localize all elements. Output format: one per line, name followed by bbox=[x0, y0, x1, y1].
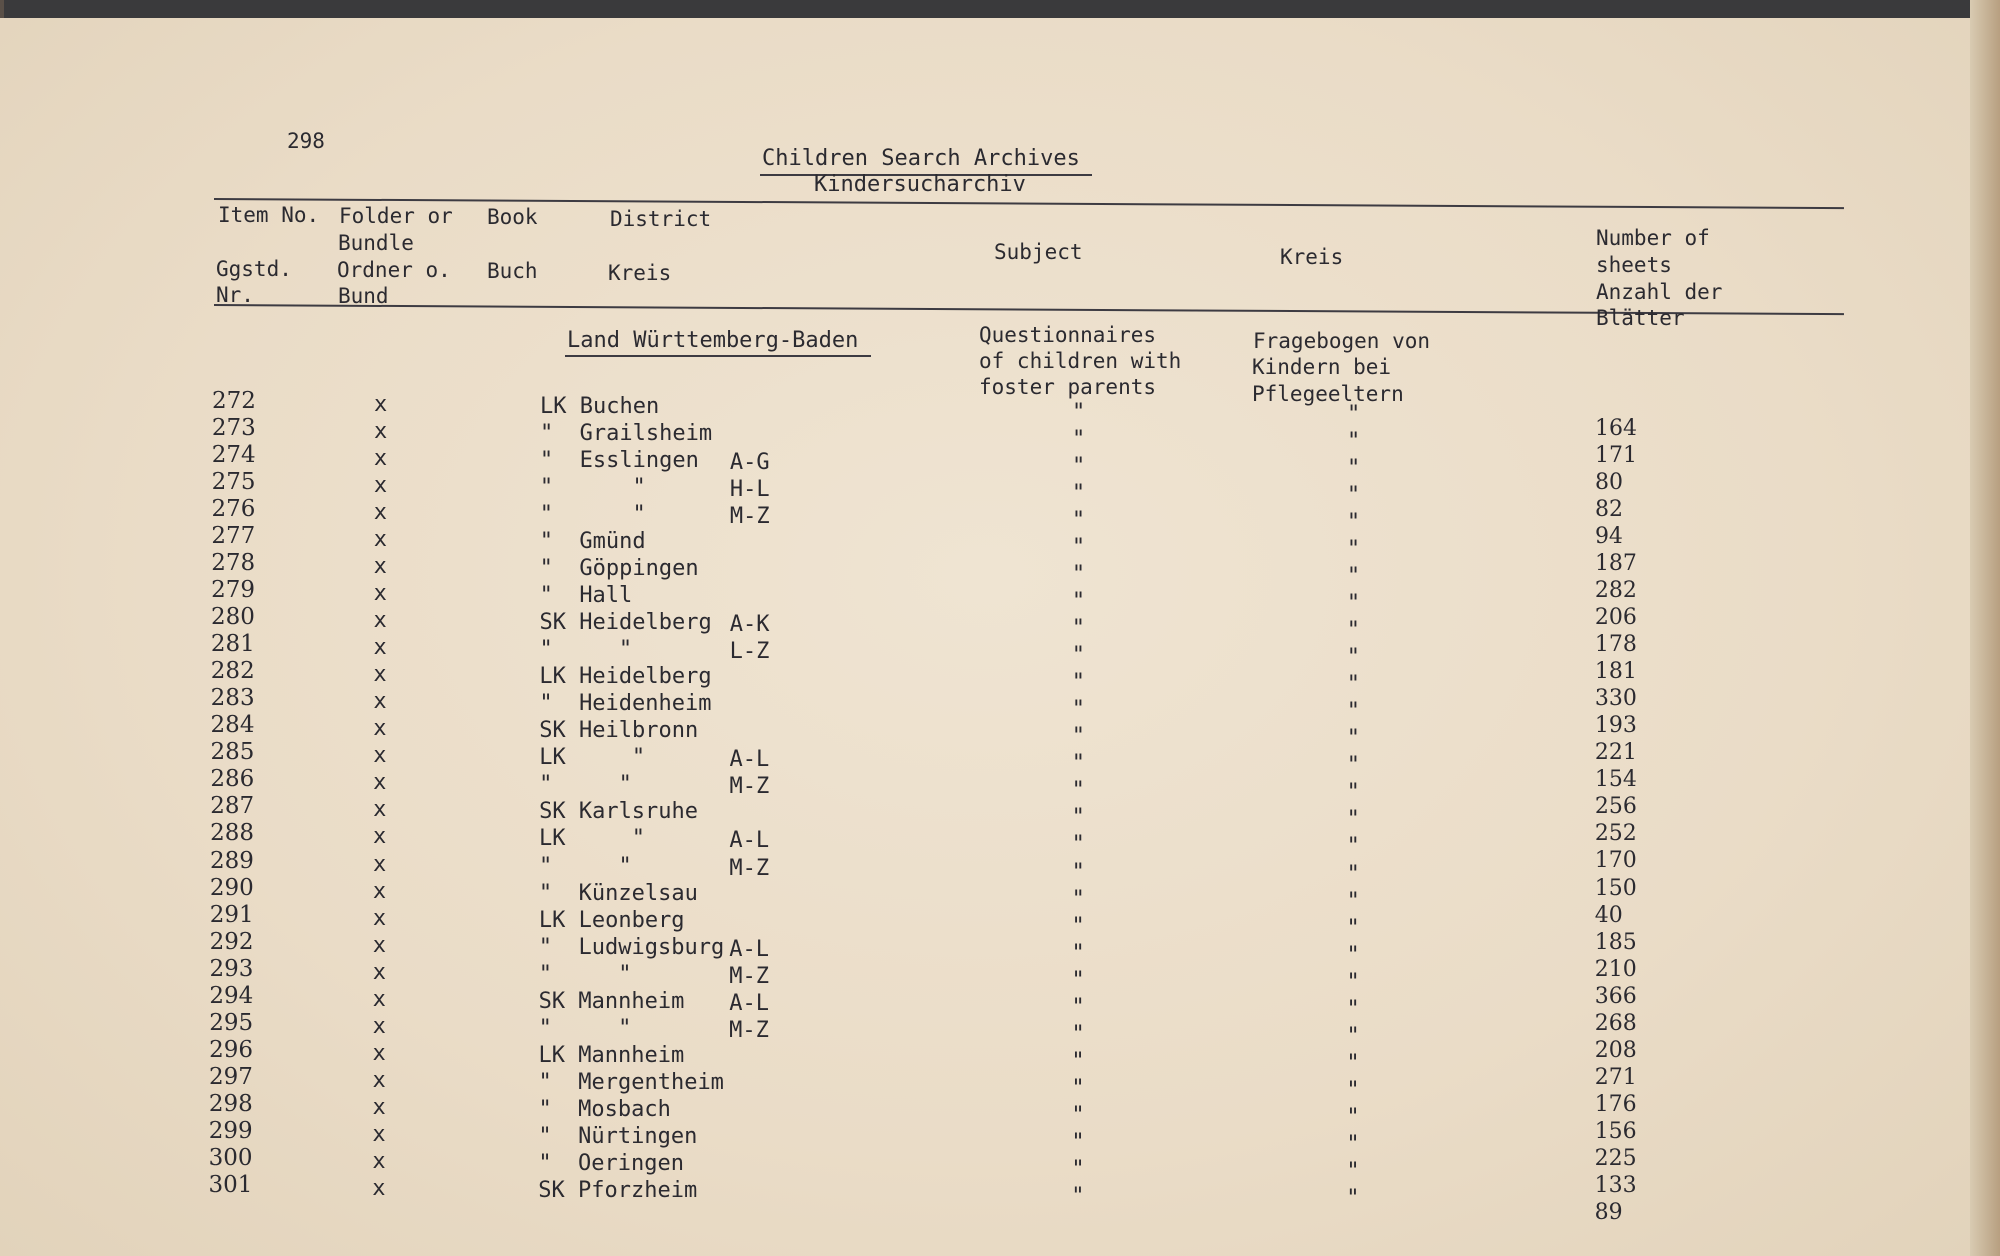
kreis-ditto: " bbox=[1346, 1185, 1360, 1211]
subject-ditto: " bbox=[1071, 481, 1086, 507]
kreis-ditto: " bbox=[1346, 807, 1360, 833]
kreis-ditto: " bbox=[1346, 537, 1361, 563]
folder-mark: x bbox=[373, 581, 387, 607]
district-name: LK Buchen bbox=[540, 394, 660, 419]
subject-ditto: " bbox=[1071, 805, 1085, 831]
subject-ditto: " bbox=[1071, 589, 1086, 615]
folder-mark: x bbox=[372, 932, 387, 958]
kreis-ditto: " bbox=[1346, 564, 1361, 590]
kreis-ditto: " bbox=[1346, 753, 1360, 779]
item-number: 276 bbox=[211, 496, 256, 523]
sheet-count: 208 bbox=[1594, 1037, 1637, 1063]
subject-en-1: Questionnaires bbox=[979, 323, 1157, 347]
kreis-ditto: " bbox=[1346, 672, 1360, 698]
district-name: LK Heidelberg bbox=[539, 664, 712, 690]
folder-mark: x bbox=[372, 1175, 386, 1201]
item-number: 296 bbox=[209, 1036, 254, 1063]
header-top-rule bbox=[214, 198, 1844, 209]
item-number: 297 bbox=[209, 1063, 253, 1090]
district-name: SK Pforzheim bbox=[538, 1177, 698, 1203]
folder-mark: x bbox=[372, 851, 387, 877]
district-name: " Mergentheim bbox=[538, 1069, 724, 1095]
item-number: 286 bbox=[210, 766, 255, 793]
subject-ditto: " bbox=[1071, 1048, 1085, 1074]
alphabet-range: L-Z bbox=[729, 639, 770, 665]
sheet-count: 193 bbox=[1594, 713, 1637, 739]
subject-ditto: " bbox=[1071, 832, 1085, 858]
kreis-ditto: " bbox=[1346, 510, 1361, 536]
alphabet-range: A-L bbox=[729, 828, 770, 854]
item-number: 277 bbox=[211, 523, 256, 550]
item-number: 293 bbox=[209, 955, 254, 982]
col-nr: Nr. bbox=[216, 283, 254, 307]
subject-ditto: " bbox=[1071, 562, 1086, 588]
folder-mark: x bbox=[374, 392, 388, 417]
sheet-count: 221 bbox=[1594, 740, 1637, 766]
item-number: 299 bbox=[208, 1117, 253, 1144]
subject-ditto: " bbox=[1071, 508, 1086, 534]
kreis-ditto: " bbox=[1346, 1158, 1360, 1184]
subject-en-2: of children with bbox=[979, 349, 1182, 373]
subject-ditto: " bbox=[1071, 535, 1086, 561]
subject-ditto: " bbox=[1071, 886, 1085, 912]
item-number: 274 bbox=[211, 442, 256, 469]
item-number: 300 bbox=[208, 1144, 253, 1171]
subject-ditto: " bbox=[1071, 859, 1085, 885]
sheet-count: 366 bbox=[1594, 983, 1637, 1009]
subject-ditto: " bbox=[1071, 1183, 1085, 1209]
kreis-ditto: " bbox=[1346, 1050, 1360, 1076]
kreis-ditto: " bbox=[1346, 1023, 1360, 1049]
subject-ditto: " bbox=[1071, 967, 1085, 993]
district-name: " " bbox=[538, 853, 632, 879]
item-number: 301 bbox=[208, 1171, 253, 1198]
subject-ditto: " bbox=[1071, 994, 1085, 1020]
item-number: 288 bbox=[210, 820, 254, 847]
district-name: LK Mannheim bbox=[538, 1042, 685, 1068]
district-name: " Gmünd bbox=[539, 529, 646, 555]
subject-de-2: Kindern bei bbox=[1252, 355, 1392, 379]
subject-ditto: " bbox=[1071, 1129, 1085, 1155]
item-number: 275 bbox=[211, 469, 256, 496]
district-name: " Nürtingen bbox=[538, 1123, 698, 1149]
sheet-count: 150 bbox=[1594, 875, 1637, 901]
sheet-count: 210 bbox=[1594, 956, 1637, 982]
col-item-no: Item No. bbox=[218, 203, 320, 227]
district-name: " " bbox=[539, 502, 646, 528]
district-name: " " bbox=[539, 772, 632, 798]
sheet-count: 133 bbox=[1594, 1172, 1637, 1198]
alphabet-range: A-K bbox=[729, 612, 770, 638]
scan-right-edge bbox=[1970, 0, 2000, 1256]
district-name: " Ludwigsburg bbox=[538, 934, 725, 960]
folder-mark: x bbox=[372, 986, 386, 1012]
subject-ditto: " bbox=[1071, 697, 1085, 723]
kreis-ditto: " bbox=[1346, 780, 1360, 806]
sheet-count: 176 bbox=[1594, 1091, 1637, 1117]
folder-mark: x bbox=[372, 1067, 386, 1093]
folder-mark: x bbox=[373, 446, 388, 472]
kreis-ditto: " bbox=[1347, 402, 1361, 427]
alphabet-range: A-L bbox=[729, 990, 769, 1016]
kreis-ditto: " bbox=[1346, 483, 1361, 509]
sheet-count: 178 bbox=[1594, 632, 1637, 658]
kreis-ditto: " bbox=[1346, 456, 1361, 482]
folder-mark: x bbox=[373, 824, 387, 850]
col-sheets-1: Number of bbox=[1596, 226, 1710, 250]
alphabet-range: M-Z bbox=[729, 963, 769, 989]
item-number: 289 bbox=[209, 847, 254, 874]
item-number: 278 bbox=[211, 550, 256, 577]
document-title: Children Search Archives bbox=[762, 146, 1080, 171]
folder-mark: x bbox=[373, 797, 387, 823]
col-sheets-2: sheets bbox=[1596, 253, 1672, 277]
item-number: 273 bbox=[211, 415, 256, 442]
district-name: LK " bbox=[539, 826, 645, 852]
kreis-ditto: " bbox=[1346, 861, 1360, 887]
alphabet-range: H-L bbox=[729, 477, 770, 503]
district-name: " " bbox=[538, 1015, 632, 1041]
col-sheets-3: Anzahl der bbox=[1596, 280, 1723, 304]
district-name: " Oeringen bbox=[538, 1150, 685, 1176]
folder-mark: x bbox=[373, 419, 388, 445]
district-name: SK Heilbronn bbox=[539, 718, 699, 744]
section-heading-underline bbox=[565, 355, 871, 357]
item-number: 280 bbox=[211, 604, 255, 631]
col-district: District bbox=[610, 207, 712, 231]
sheet-count: 40 bbox=[1594, 902, 1623, 928]
subject-en-3: foster parents bbox=[979, 375, 1157, 399]
folder-mark: x bbox=[372, 1121, 386, 1147]
sheet-count: 256 bbox=[1594, 794, 1637, 820]
folder-mark: x bbox=[372, 1094, 386, 1120]
sheet-count: 156 bbox=[1594, 1118, 1637, 1144]
subject-de-1: Fragebogen von bbox=[1253, 329, 1431, 353]
district-name: " Grailsheim bbox=[539, 421, 713, 447]
district-name: " " bbox=[539, 637, 633, 663]
folder-mark: x bbox=[372, 878, 387, 904]
kreis-ditto: " bbox=[1346, 996, 1360, 1022]
subject-ditto: " bbox=[1071, 778, 1085, 804]
folder-mark: x bbox=[373, 473, 388, 499]
district-name: " Mosbach bbox=[538, 1096, 671, 1122]
item-number: 287 bbox=[210, 793, 255, 820]
sheet-count: 170 bbox=[1594, 848, 1637, 874]
page-number: 298 bbox=[287, 129, 325, 153]
scan-top-edge bbox=[0, 0, 2000, 18]
sheet-count: 154 bbox=[1594, 767, 1637, 793]
col-folder-4: Bund bbox=[338, 284, 389, 308]
item-number: 291 bbox=[209, 901, 254, 928]
kreis-ditto: " bbox=[1346, 1104, 1360, 1130]
alphabet-range: M-Z bbox=[729, 504, 770, 530]
kreis-ditto: " bbox=[1346, 942, 1360, 968]
col-folder-2: Bundle bbox=[338, 231, 414, 255]
sheet-count: 82 bbox=[1594, 497, 1623, 523]
item-number: 285 bbox=[210, 739, 255, 766]
subject-ditto: " bbox=[1071, 454, 1086, 480]
subject-ditto: " bbox=[1071, 670, 1085, 696]
kreis-ditto: " bbox=[1346, 699, 1360, 725]
district-name: SK Karlsruhe bbox=[539, 799, 699, 825]
subject-ditto: " bbox=[1071, 1102, 1085, 1128]
district-name: " Göppingen bbox=[539, 556, 699, 582]
district-name: " Künzelsau bbox=[538, 880, 698, 906]
col-subject: Subject bbox=[994, 240, 1083, 264]
sheet-count: 330 bbox=[1594, 686, 1637, 712]
alphabet-range: M-Z bbox=[729, 855, 770, 881]
sheet-count: 268 bbox=[1594, 1010, 1637, 1036]
subject-ditto: " bbox=[1071, 1156, 1085, 1182]
col-folder-1: Folder or bbox=[339, 204, 453, 228]
col-sheets-4: Blätter bbox=[1596, 306, 1685, 330]
document-subtitle: Kindersucharchiv bbox=[814, 172, 1026, 197]
folder-mark: x bbox=[372, 905, 387, 931]
sheet-count: 171 bbox=[1594, 443, 1637, 469]
subject-ditto: " bbox=[1071, 724, 1085, 750]
kreis-ditto: " bbox=[1346, 1077, 1360, 1103]
folder-mark: x bbox=[373, 500, 387, 526]
folder-mark: x bbox=[372, 1040, 386, 1066]
document-page bbox=[0, 18, 1970, 1256]
item-number: 295 bbox=[209, 1009, 254, 1036]
alphabet-range: A-L bbox=[729, 936, 770, 962]
kreis-ditto: " bbox=[1346, 591, 1361, 617]
folder-mark: x bbox=[373, 662, 387, 688]
kreis-ditto: " bbox=[1346, 969, 1360, 995]
folder-mark: x bbox=[373, 689, 387, 715]
sheet-count: 271 bbox=[1594, 1064, 1637, 1090]
item-number: 272 bbox=[212, 388, 256, 414]
subject-ditto: " bbox=[1071, 616, 1086, 642]
district-name: SK Heidelberg bbox=[539, 610, 712, 636]
district-name: " Heidenheim bbox=[539, 691, 712, 717]
kreis-ditto: " bbox=[1346, 834, 1360, 860]
col-buch: Buch bbox=[487, 259, 538, 283]
item-number: 279 bbox=[211, 577, 256, 604]
sheet-count: 94 bbox=[1594, 524, 1623, 550]
folder-mark: x bbox=[372, 959, 386, 985]
section-heading: Land Württemberg-Baden bbox=[567, 328, 859, 353]
kreis-ditto: " bbox=[1346, 726, 1360, 752]
item-number: 294 bbox=[209, 982, 254, 1009]
item-number: 283 bbox=[210, 685, 255, 712]
subject-ditto: " bbox=[1071, 913, 1085, 939]
item-number: 290 bbox=[209, 874, 254, 901]
kreis-ditto: " bbox=[1346, 888, 1360, 914]
sheet-count: 206 bbox=[1594, 605, 1637, 631]
district-name: " " bbox=[539, 475, 646, 501]
sheet-count: 80 bbox=[1594, 470, 1623, 496]
alphabet-range: A-L bbox=[729, 747, 770, 773]
item-number: 282 bbox=[210, 658, 255, 685]
sheet-count: 282 bbox=[1594, 578, 1637, 604]
col-kreis-left: Kreis bbox=[608, 261, 672, 285]
alphabet-range: A-G bbox=[729, 450, 770, 476]
sheet-count: 89 bbox=[1594, 1199, 1623, 1225]
folder-mark: x bbox=[373, 743, 387, 769]
district-name: SK Mannheim bbox=[538, 988, 685, 1014]
district-name: " " bbox=[538, 961, 632, 987]
sheet-count: 252 bbox=[1594, 821, 1637, 847]
kreis-ditto: " bbox=[1346, 645, 1361, 671]
kreis-ditto: " bbox=[1346, 618, 1361, 644]
subject-ditto: " bbox=[1071, 643, 1086, 669]
subject-ditto: " bbox=[1072, 400, 1086, 425]
folder-mark: x bbox=[373, 770, 387, 796]
col-kreis: Kreis bbox=[1280, 245, 1344, 269]
folder-mark: x bbox=[373, 716, 387, 742]
kreis-ditto: " bbox=[1346, 429, 1361, 455]
sheet-count: 164 bbox=[1595, 416, 1637, 441]
item-number: 298 bbox=[208, 1090, 253, 1117]
subject-ditto: " bbox=[1071, 427, 1086, 453]
item-number: 292 bbox=[209, 928, 254, 955]
subject-ditto: " bbox=[1071, 940, 1085, 966]
col-book: Book bbox=[487, 205, 538, 229]
alphabet-range: M-Z bbox=[729, 774, 770, 800]
item-number: 284 bbox=[210, 712, 255, 739]
col-folder-3: Ordner o. bbox=[337, 258, 451, 282]
alphabet-range: M-Z bbox=[729, 1017, 769, 1043]
folder-mark: x bbox=[372, 1013, 386, 1039]
folder-mark: x bbox=[372, 1148, 386, 1174]
item-number: 281 bbox=[210, 631, 255, 658]
kreis-ditto: " bbox=[1346, 915, 1360, 941]
folder-mark: x bbox=[373, 527, 387, 553]
subject-de-3: Pflegeeltern bbox=[1252, 382, 1404, 406]
district-name: LK Leonberg bbox=[538, 907, 685, 933]
sheet-count: 225 bbox=[1594, 1145, 1637, 1171]
col-ggstd: Ggstd. bbox=[216, 257, 292, 281]
district-name: " Hall bbox=[539, 583, 633, 609]
subject-ditto: " bbox=[1071, 1021, 1085, 1047]
kreis-ditto: " bbox=[1346, 1131, 1360, 1157]
folder-mark: x bbox=[373, 554, 387, 580]
sheet-count: 187 bbox=[1594, 551, 1637, 577]
sheet-count: 181 bbox=[1594, 659, 1637, 685]
district-name: LK " bbox=[539, 745, 646, 771]
sheet-count: 185 bbox=[1594, 929, 1637, 955]
folder-mark: x bbox=[373, 635, 387, 661]
subject-ditto: " bbox=[1071, 1075, 1085, 1101]
subject-ditto: " bbox=[1071, 751, 1085, 777]
folder-mark: x bbox=[373, 608, 387, 634]
district-name: " Esslingen bbox=[539, 448, 699, 474]
